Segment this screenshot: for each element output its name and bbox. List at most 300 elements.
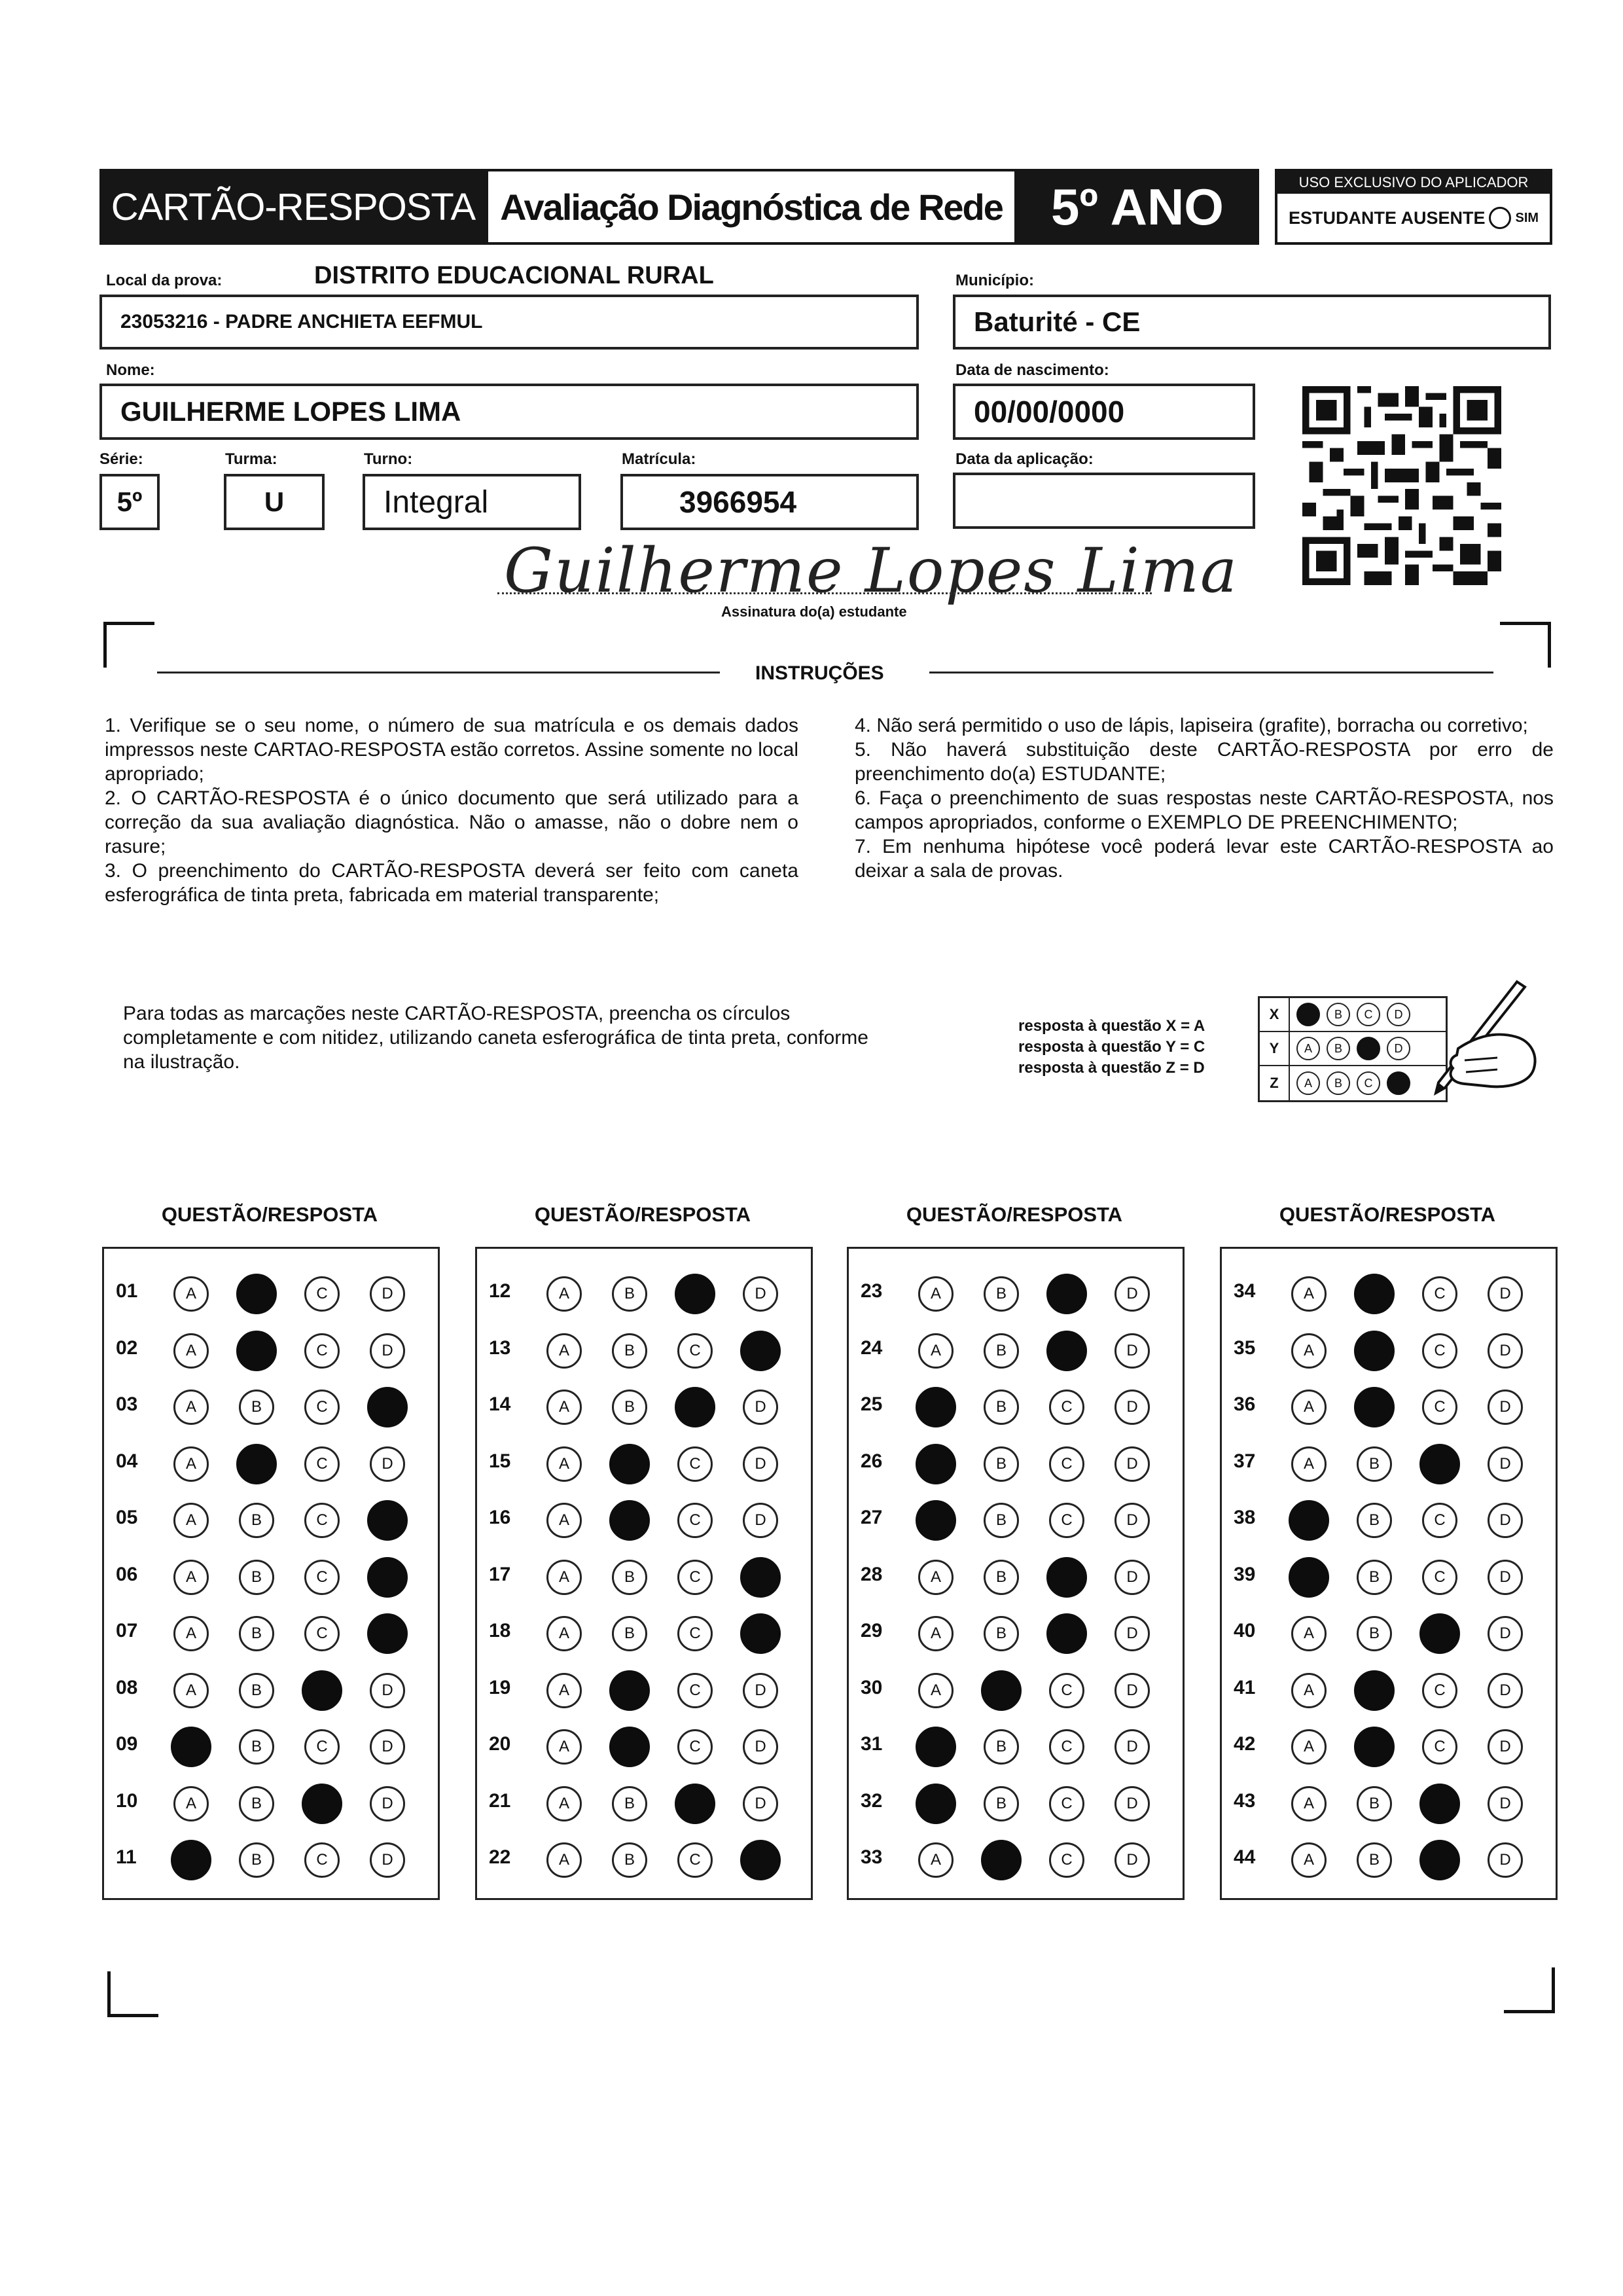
- question-number: 42: [1234, 1733, 1256, 1755]
- exam-title-text: Avaliação Diagnóstica de Rede: [500, 186, 1003, 228]
- question-row-01: [104, 1262, 438, 1318]
- question-number: 05: [116, 1507, 138, 1528]
- answer-bubble-d[interactable]: D: [1115, 1616, 1150, 1651]
- answer-bubble-c[interactable]: [1046, 1274, 1087, 1314]
- answer-bubble-d[interactable]: D: [1115, 1333, 1150, 1369]
- example-bubble-a: A: [1296, 1037, 1320, 1060]
- answer-bubble-a[interactable]: A: [1291, 1842, 1327, 1878]
- question-row-31: [849, 1715, 1183, 1771]
- example-bubble-c: C: [1357, 1003, 1380, 1026]
- answer-bubble-c[interactable]: C: [1049, 1842, 1084, 1878]
- answer-bubble-b[interactable]: B: [984, 1446, 1019, 1482]
- aplicacao-label: Data da aplicação:: [955, 450, 1094, 468]
- answer-bubble-b[interactable]: [1354, 1670, 1395, 1711]
- answer-bubble-c[interactable]: C: [677, 1446, 713, 1482]
- corner-mark-top-right: [1500, 622, 1551, 668]
- answer-bubble-a[interactable]: A: [173, 1333, 209, 1369]
- example-label: resposta à questão X = A: [1018, 1017, 1205, 1035]
- answer-bubble-b[interactable]: [609, 1727, 650, 1767]
- column-title-3: QUESTÃO/RESPOSTA: [906, 1203, 1123, 1226]
- corner-mark-bottom-right: [1504, 1967, 1555, 2013]
- answer-bubble-c[interactable]: [1046, 1557, 1087, 1598]
- answer-bubble-b[interactable]: B: [612, 1390, 647, 1425]
- answer-bubble-c[interactable]: C: [1049, 1503, 1084, 1538]
- ausente-label: ESTUDANTE AUSENTE: [1288, 207, 1486, 228]
- serie-label: Série:: [99, 450, 143, 468]
- pen-icon: [1419, 977, 1543, 1107]
- grade-label: [1016, 169, 1259, 245]
- answer-bubble-a[interactable]: A: [546, 1503, 582, 1538]
- answer-bubble-b[interactable]: [1354, 1727, 1395, 1767]
- answer-bubble-c[interactable]: C: [1049, 1786, 1084, 1821]
- local-value: DISTRITO EDUCACIONAL RURAL: [314, 262, 714, 289]
- answer-bubble-c[interactable]: C: [304, 1390, 340, 1425]
- answer-bubble-c[interactable]: C: [1049, 1446, 1084, 1482]
- question-row-39: [1222, 1545, 1556, 1602]
- answer-bubble-a[interactable]: [171, 1840, 211, 1880]
- question-number: 06: [116, 1563, 138, 1585]
- answer-bubble-c[interactable]: [302, 1670, 342, 1711]
- answer-bubble-a[interactable]: A: [1291, 1673, 1327, 1708]
- question-number: 25: [861, 1393, 883, 1415]
- answer-panel-3: [847, 1247, 1185, 1900]
- answer-bubble-b[interactable]: [609, 1670, 650, 1711]
- question-row-02: [104, 1319, 438, 1375]
- answer-bubble-d[interactable]: D: [1488, 1673, 1523, 1708]
- answer-bubble-a[interactable]: A: [546, 1673, 582, 1708]
- answer-bubble-c[interactable]: C: [304, 1729, 340, 1765]
- answer-panel-4: [1220, 1247, 1558, 1900]
- answer-bubble-a[interactable]: A: [546, 1842, 582, 1878]
- answer-bubble-d[interactable]: D: [1488, 1276, 1523, 1312]
- example-bubble-a: [1296, 1003, 1320, 1026]
- ausente-checkbox[interactable]: [1489, 207, 1511, 229]
- answer-bubble-b[interactable]: B: [612, 1786, 647, 1821]
- answer-bubble-c[interactable]: C: [677, 1673, 713, 1708]
- aplicacao-field: [953, 473, 1255, 529]
- question-row-42: [1222, 1715, 1556, 1771]
- question-row-03: [104, 1375, 438, 1431]
- answer-bubble-d[interactable]: D: [1488, 1503, 1523, 1538]
- question-row-17: [477, 1545, 811, 1602]
- answer-bubble-d[interactable]: [740, 1331, 781, 1371]
- answer-bubble-b[interactable]: [236, 1444, 277, 1484]
- question-number: 04: [116, 1450, 138, 1472]
- question-number: 09: [116, 1733, 138, 1755]
- answer-bubble-d[interactable]: D: [1115, 1503, 1150, 1538]
- question-number: 39: [1234, 1563, 1256, 1585]
- signature-line: [497, 592, 1152, 594]
- example-bubble-a: A: [1296, 1071, 1320, 1095]
- answer-bubble-c[interactable]: C: [677, 1616, 713, 1651]
- answer-bubble-c[interactable]: C: [304, 1503, 340, 1538]
- answer-bubble-d[interactable]: D: [1488, 1333, 1523, 1369]
- answer-bubble-c[interactable]: C: [304, 1446, 340, 1482]
- question-number: 33: [861, 1846, 883, 1868]
- answer-bubble-b[interactable]: B: [612, 1276, 647, 1312]
- question-number: 38: [1234, 1507, 1256, 1528]
- answer-bubble-a[interactable]: A: [1291, 1616, 1327, 1651]
- answer-bubble-b[interactable]: B: [984, 1729, 1019, 1765]
- question-row-20: [477, 1715, 811, 1771]
- answer-bubble-d[interactable]: D: [1115, 1673, 1150, 1708]
- answer-bubble-d[interactable]: [740, 1613, 781, 1654]
- answer-bubble-b[interactable]: [1354, 1331, 1395, 1371]
- answer-bubble-a[interactable]: A: [173, 1503, 209, 1538]
- answer-bubble-a[interactable]: A: [918, 1333, 954, 1369]
- example-bubble-b: B: [1327, 1003, 1350, 1026]
- answer-bubble-b[interactable]: [1354, 1274, 1395, 1314]
- answer-bubble-b[interactable]: B: [984, 1503, 1019, 1538]
- answer-bubble-a[interactable]: A: [546, 1333, 582, 1369]
- answer-bubble-a[interactable]: A: [173, 1446, 209, 1482]
- answer-bubble-b[interactable]: B: [1357, 1560, 1392, 1595]
- matricula-field: 3966954: [620, 474, 919, 530]
- answer-bubble-b[interactable]: B: [1357, 1503, 1392, 1538]
- answer-bubble-b[interactable]: B: [239, 1560, 274, 1595]
- question-number: 20: [489, 1733, 511, 1755]
- question-row-14: [477, 1375, 811, 1431]
- answer-bubble-d[interactable]: [367, 1613, 408, 1654]
- answer-bubble-d[interactable]: D: [743, 1446, 778, 1482]
- answer-bubble-d[interactable]: D: [1115, 1390, 1150, 1425]
- answer-panel-1: [102, 1247, 440, 1900]
- answer-bubble-d[interactable]: D: [743, 1503, 778, 1538]
- answer-bubble-c[interactable]: C: [1422, 1276, 1457, 1312]
- question-number: 40: [1234, 1620, 1256, 1641]
- card-title-text: CARTÃO-RESPOSTA: [111, 185, 476, 228]
- answer-bubble-a[interactable]: A: [546, 1446, 582, 1482]
- answer-bubble-b[interactable]: B: [239, 1503, 274, 1538]
- question-number: 27: [861, 1507, 883, 1528]
- answer-bubble-a[interactable]: A: [1291, 1446, 1327, 1482]
- answer-bubble-d[interactable]: D: [1488, 1786, 1523, 1821]
- question-row-10: [104, 1772, 438, 1828]
- question-number: 14: [489, 1393, 511, 1415]
- answer-bubble-c[interactable]: [675, 1387, 715, 1427]
- answer-bubble-d[interactable]: D: [1115, 1560, 1150, 1595]
- answer-bubble-b[interactable]: [981, 1670, 1022, 1711]
- answer-bubble-a[interactable]: [1289, 1557, 1329, 1598]
- question-row-22: [477, 1828, 811, 1884]
- answer-bubble-b[interactable]: B: [984, 1276, 1019, 1312]
- answer-bubble-a[interactable]: A: [918, 1673, 954, 1708]
- answer-bubble-a[interactable]: A: [1291, 1276, 1327, 1312]
- answer-bubble-c[interactable]: C: [677, 1333, 713, 1369]
- answer-bubble-c[interactable]: C: [677, 1560, 713, 1595]
- question-number: 32: [861, 1789, 883, 1812]
- question-number: 28: [861, 1563, 883, 1585]
- answer-bubble-b[interactable]: [609, 1500, 650, 1541]
- municipio-field: Baturité - CE: [953, 295, 1551, 350]
- example-bubble-d: D: [1387, 1003, 1410, 1026]
- answer-bubble-d[interactable]: [367, 1500, 408, 1541]
- nascimento-label: Data de nascimento:: [955, 361, 1109, 379]
- answer-bubble-a[interactable]: A: [546, 1390, 582, 1425]
- answer-bubble-d[interactable]: D: [1488, 1446, 1523, 1482]
- example-question: X: [1260, 998, 1290, 1031]
- question-row-25: [849, 1375, 1183, 1431]
- answer-bubble-c[interactable]: C: [1422, 1673, 1457, 1708]
- question-number: 23: [861, 1280, 883, 1302]
- answer-bubble-a[interactable]: A: [173, 1786, 209, 1821]
- answer-bubble-d[interactable]: D: [1488, 1842, 1523, 1878]
- question-number: 24: [861, 1336, 883, 1359]
- question-row-43: [1222, 1772, 1556, 1828]
- answer-bubble-a[interactable]: A: [918, 1560, 954, 1595]
- answer-bubble-a[interactable]: A: [1291, 1333, 1327, 1369]
- question-number: 22: [489, 1846, 511, 1868]
- answer-bubble-c[interactable]: C: [304, 1616, 340, 1651]
- example-label: resposta à questão Z = D: [1018, 1059, 1205, 1077]
- answer-bubble-d[interactable]: D: [743, 1390, 778, 1425]
- answer-bubble-d[interactable]: D: [1115, 1446, 1150, 1482]
- answer-bubble-d[interactable]: D: [370, 1729, 405, 1765]
- answer-bubble-d[interactable]: D: [370, 1446, 405, 1482]
- answer-bubble-a[interactable]: A: [173, 1276, 209, 1312]
- answer-bubble-a[interactable]: A: [173, 1616, 209, 1651]
- answer-bubble-c[interactable]: [675, 1784, 715, 1824]
- answer-bubble-c[interactable]: C: [304, 1560, 340, 1595]
- answer-bubble-b[interactable]: B: [1357, 1616, 1392, 1651]
- answer-bubble-b[interactable]: B: [984, 1333, 1019, 1369]
- question-row-35: [1222, 1319, 1556, 1375]
- turma-label: Turma:: [225, 450, 277, 468]
- question-row-24: [849, 1319, 1183, 1375]
- question-row-26: [849, 1432, 1183, 1488]
- answer-bubble-b[interactable]: B: [612, 1842, 647, 1878]
- question-row-06: [104, 1545, 438, 1602]
- question-row-28: [849, 1545, 1183, 1602]
- grade-text: 5º ANO: [1051, 177, 1224, 236]
- question-row-44: [1222, 1828, 1556, 1884]
- answer-bubble-c[interactable]: [1419, 1444, 1460, 1484]
- answer-bubble-b[interactable]: [981, 1840, 1022, 1880]
- answer-bubble-c[interactable]: [1419, 1840, 1460, 1880]
- answer-bubble-b[interactable]: B: [1357, 1786, 1392, 1821]
- question-number: 15: [489, 1450, 511, 1472]
- nome-label: Nome:: [106, 361, 155, 379]
- answer-bubble-a[interactable]: A: [918, 1842, 954, 1878]
- answer-bubble-b[interactable]: B: [239, 1390, 274, 1425]
- column-title-4: QUESTÃO/RESPOSTA: [1279, 1203, 1496, 1226]
- answer-bubble-c[interactable]: [1046, 1331, 1087, 1371]
- question-row-11: [104, 1828, 438, 1884]
- answer-bubble-b[interactable]: B: [984, 1390, 1019, 1425]
- answer-bubble-d[interactable]: D: [1115, 1842, 1150, 1878]
- instructions-right: [855, 713, 1554, 883]
- example-row: [1260, 1066, 1446, 1100]
- answer-bubble-a[interactable]: A: [546, 1560, 582, 1595]
- instruction-item: 4. Não será permitido o uso de lápis, lapiseira (grafite), borracha ou corretivo;: [855, 715, 1528, 736]
- answer-bubble-c[interactable]: C: [304, 1333, 340, 1369]
- answer-bubble-b[interactable]: B: [239, 1673, 274, 1708]
- answer-bubble-d[interactable]: [740, 1557, 781, 1598]
- answer-bubble-d[interactable]: D: [743, 1729, 778, 1765]
- answer-bubble-b[interactable]: [236, 1274, 277, 1314]
- corner-mark-top-left: [103, 622, 154, 668]
- answer-bubble-d[interactable]: [367, 1557, 408, 1598]
- answer-bubble-b[interactable]: [1354, 1387, 1395, 1427]
- answer-bubble-b[interactable]: B: [612, 1333, 647, 1369]
- question-number: 21: [489, 1789, 511, 1812]
- question-number: 41: [1234, 1676, 1256, 1698]
- question-row-34: [1222, 1262, 1556, 1318]
- answer-bubble-b[interactable]: B: [239, 1786, 274, 1821]
- answer-bubble-b[interactable]: B: [1357, 1842, 1392, 1878]
- answer-bubble-a[interactable]: A: [546, 1786, 582, 1821]
- answer-bubble-c[interactable]: C: [1422, 1503, 1457, 1538]
- answer-bubble-c[interactable]: C: [304, 1276, 340, 1312]
- answer-bubble-c[interactable]: C: [1422, 1560, 1457, 1595]
- aplicador-box: [1275, 169, 1552, 245]
- question-number: 13: [489, 1336, 511, 1359]
- answer-bubble-c[interactable]: C: [677, 1842, 713, 1878]
- question-number: 26: [861, 1450, 883, 1472]
- answer-bubble-c[interactable]: C: [1422, 1390, 1457, 1425]
- example-labels: [1018, 1016, 1205, 1079]
- nascimento-field: 00/00/0000: [953, 384, 1255, 440]
- example-bubble-b: B: [1327, 1037, 1350, 1060]
- answer-bubble-c[interactable]: C: [304, 1842, 340, 1878]
- answer-bubble-d[interactable]: D: [1488, 1560, 1523, 1595]
- example-bubble-d: D: [1387, 1037, 1410, 1060]
- question-number: 29: [861, 1620, 883, 1641]
- question-row-36: [1222, 1375, 1556, 1431]
- answer-bubble-a[interactable]: [171, 1727, 211, 1767]
- answer-bubble-d[interactable]: D: [1488, 1616, 1523, 1651]
- answer-bubble-c[interactable]: [1419, 1784, 1460, 1824]
- answer-bubble-d[interactable]: D: [1115, 1786, 1150, 1821]
- fill-note: Para todas as marcações neste CARTÃO-RESPOSTA, preencha os círculos completamente e com nitidez, utilizando caneta esferográfica de tinta preta, conforme na ilustração.: [123, 1003, 868, 1073]
- question-number: 12: [489, 1280, 511, 1302]
- answer-bubble-a[interactable]: A: [1291, 1786, 1327, 1821]
- exam-title: [486, 169, 1017, 245]
- instruction-item: 1. Verifique se o seu nome, o número de sua matrícula e os demais dados impressos neste CARTAO-RESPOSTA estão corretos. Assine somente no local apropriado;: [105, 715, 798, 785]
- question-number: 37: [1234, 1450, 1256, 1472]
- instructions-rule-right: [929, 672, 1493, 673]
- answer-bubble-d[interactable]: D: [1488, 1729, 1523, 1765]
- answer-bubble-c[interactable]: [1419, 1613, 1460, 1654]
- answer-bubble-d[interactable]: D: [370, 1786, 405, 1821]
- question-number: 08: [116, 1676, 138, 1698]
- question-row-08: [104, 1659, 438, 1715]
- answer-bubble-a[interactable]: A: [918, 1616, 954, 1651]
- answer-bubble-b[interactable]: B: [239, 1616, 274, 1651]
- answer-bubble-d[interactable]: D: [1488, 1390, 1523, 1425]
- card-title: [99, 169, 487, 245]
- question-row-30: [849, 1659, 1183, 1715]
- question-row-05: [104, 1488, 438, 1545]
- answer-bubble-d[interactable]: [367, 1387, 408, 1427]
- answer-bubble-b[interactable]: B: [612, 1560, 647, 1595]
- answer-bubble-d[interactable]: D: [370, 1276, 405, 1312]
- question-row-12: [477, 1262, 811, 1318]
- answer-bubble-a[interactable]: A: [1291, 1729, 1327, 1765]
- answer-bubble-a[interactable]: A: [173, 1390, 209, 1425]
- answer-bubble-a[interactable]: A: [173, 1560, 209, 1595]
- answer-bubble-b[interactable]: B: [984, 1786, 1019, 1821]
- answer-bubble-a[interactable]: A: [546, 1276, 582, 1312]
- answer-bubble-c[interactable]: C: [677, 1503, 713, 1538]
- answer-bubble-b[interactable]: [609, 1444, 650, 1484]
- answer-bubble-a[interactable]: A: [1291, 1390, 1327, 1425]
- municipio-label: Município:: [955, 272, 1034, 289]
- answer-bubble-d[interactable]: D: [743, 1786, 778, 1821]
- answer-bubble-a[interactable]: [916, 1387, 956, 1427]
- answer-bubble-c[interactable]: C: [677, 1729, 713, 1765]
- question-number: 34: [1234, 1280, 1256, 1302]
- answer-bubble-c[interactable]: [675, 1274, 715, 1314]
- example-question: Z: [1260, 1066, 1290, 1100]
- answer-bubble-c[interactable]: C: [1049, 1390, 1084, 1425]
- answer-bubble-b[interactable]: B: [612, 1616, 647, 1651]
- question-number: 16: [489, 1507, 511, 1528]
- answer-bubble-d[interactable]: D: [370, 1673, 405, 1708]
- question-row-23: [849, 1262, 1183, 1318]
- question-number: 07: [116, 1620, 138, 1641]
- instructions-rule-left: [157, 672, 720, 673]
- answer-bubble-a[interactable]: [916, 1444, 956, 1484]
- question-row-37: [1222, 1432, 1556, 1488]
- answer-bubble-a[interactable]: A: [546, 1616, 582, 1651]
- question-number: 10: [116, 1789, 138, 1812]
- answer-bubble-b[interactable]: [236, 1331, 277, 1371]
- answer-bubble-d[interactable]: D: [1115, 1729, 1150, 1765]
- answer-bubble-d[interactable]: D: [743, 1276, 778, 1312]
- example-row: [1260, 998, 1446, 1032]
- corner-mark-bottom-left: [107, 1971, 158, 2017]
- answer-bubble-c[interactable]: C: [1422, 1729, 1457, 1765]
- example-bubble-d: [1387, 1071, 1410, 1095]
- answer-bubble-a[interactable]: A: [173, 1673, 209, 1708]
- question-row-29: [849, 1602, 1183, 1658]
- escola-field: 23053216 - PADRE ANCHIETA EEFMUL: [99, 295, 919, 350]
- answer-bubble-d[interactable]: D: [1115, 1276, 1150, 1312]
- answer-bubble-c[interactable]: [1046, 1613, 1087, 1654]
- answer-bubble-b[interactable]: B: [239, 1729, 274, 1765]
- answer-bubble-a[interactable]: A: [546, 1729, 582, 1765]
- answer-bubble-a[interactable]: [916, 1500, 956, 1541]
- answer-bubble-b[interactable]: B: [1357, 1446, 1392, 1482]
- answer-bubble-d[interactable]: D: [370, 1842, 405, 1878]
- answer-bubble-c[interactable]: C: [1049, 1729, 1084, 1765]
- answer-bubble-a[interactable]: [916, 1727, 956, 1767]
- instruction-item: 3. O preenchimento do CARTÃO-RESPOSTA deverá ser feito com caneta esferográfica de tinta preta, fabricada em material transparente;: [105, 860, 798, 906]
- matricula-label: Matrícula:: [622, 450, 696, 468]
- sim-label: SIM: [1515, 210, 1539, 225]
- answer-bubble-a[interactable]: [1289, 1500, 1329, 1541]
- answer-bubble-a[interactable]: A: [918, 1276, 954, 1312]
- question-row-19: [477, 1659, 811, 1715]
- question-row-33: [849, 1828, 1183, 1884]
- answer-bubble-c[interactable]: C: [1422, 1333, 1457, 1369]
- column-title-1: QUESTÃO/RESPOSTA: [161, 1203, 378, 1226]
- question-row-07: [104, 1602, 438, 1658]
- answer-bubble-d[interactable]: D: [743, 1673, 778, 1708]
- answer-bubble-b[interactable]: B: [239, 1842, 274, 1878]
- signature-label: Assinatura do(a) estudante: [721, 603, 907, 620]
- answer-bubble-b[interactable]: B: [984, 1616, 1019, 1651]
- answer-bubble-a[interactable]: [916, 1784, 956, 1824]
- question-row-38: [1222, 1488, 1556, 1545]
- answer-bubble-b[interactable]: B: [984, 1560, 1019, 1595]
- answer-bubble-c[interactable]: [302, 1784, 342, 1824]
- answer-bubble-c[interactable]: C: [1049, 1673, 1084, 1708]
- answer-bubble-d[interactable]: [740, 1840, 781, 1880]
- answer-bubble-d[interactable]: D: [370, 1333, 405, 1369]
- question-number: 44: [1234, 1846, 1256, 1868]
